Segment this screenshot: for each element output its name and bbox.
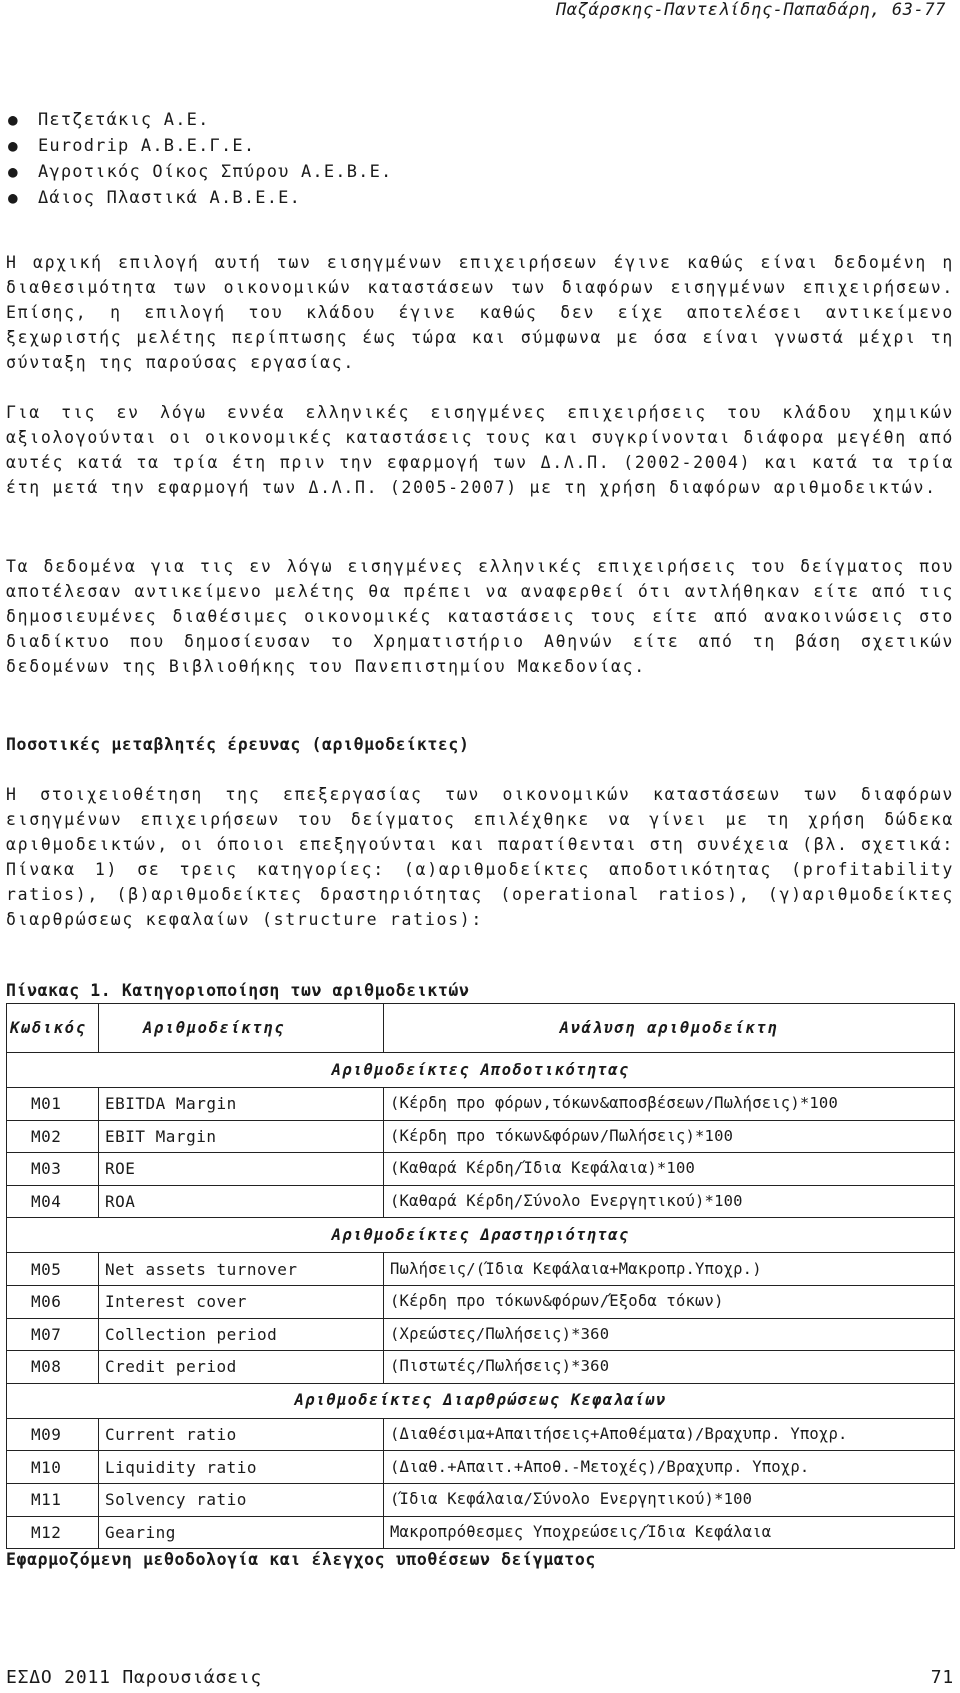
ratio-name: Current ratio xyxy=(99,1418,384,1451)
table-row xyxy=(7,1185,955,1218)
table-row xyxy=(7,1088,955,1121)
ratio-formula: (Πιστωτές/Πωλήσεις)*360 xyxy=(384,1351,955,1384)
table-row xyxy=(7,1351,955,1384)
paragraph-evaluation-period: Για τις εν λόγω εννέα ελληνικές εισηγμένες επιχειρήσεις του κλάδου χημικών αξιολογούνται οι οικονομικές καταστάσεις τους και συγκρίνονται διάφορα μεγέθη από αυτές κατά τα τρία έτη πριν την εφαρμογή των Δ.Λ.Π. (2002-2004) και κατά τα τρία έτη μετά την εφαρμογή των Δ.Λ.Π. (2005-2007) με τη χρήση διαφόρων αριθμοδεικτών. xyxy=(6,403,954,497)
ratio-code: M07 xyxy=(7,1318,99,1351)
footer-publication: ΕΣΔΟ 2011 Παρουσιάσεις xyxy=(6,1667,263,1688)
list-item: ● Eurodrip Α.Β.Ε.Γ.Ε. xyxy=(6,133,392,159)
ratio-formula: (Ίδια Κεφάλαια/Σύνολο Ενεργητικού)*100 xyxy=(384,1483,955,1516)
list-item: ● Πετζετάκις Α.Ε. xyxy=(6,107,392,133)
ratio-code: M10 xyxy=(7,1451,99,1484)
table-row xyxy=(7,1153,955,1186)
ratio-formula: (Κέρδη προ τόκων&φόρων/Έξοδα τόκων) xyxy=(384,1285,955,1318)
ratio-name: Credit period xyxy=(99,1351,384,1384)
table-row xyxy=(7,1120,955,1153)
table-row xyxy=(7,1285,955,1318)
page-number: 71 xyxy=(930,1667,954,1688)
ratio-name: Gearing xyxy=(99,1516,384,1549)
list-item: ● Δάιος Πλαστικά Α.Β.Ε.Ε. xyxy=(6,185,392,211)
ratio-code: M02 xyxy=(7,1120,99,1153)
ratio-name: EBIT Margin xyxy=(99,1120,384,1153)
category-row xyxy=(7,1383,955,1418)
ratio-code: M04 xyxy=(7,1185,99,1218)
company-list xyxy=(6,107,392,211)
category-label-capital-structure: Αριθμοδείκτες Διαρθρώσεως Κεφαλαίων xyxy=(7,1383,955,1418)
ratio-code: M08 xyxy=(7,1351,99,1384)
paragraph-ratio-categories: Η στοιχειοθέτηση της επεξεργασίας των οικονομικών καταστάσεων των διαφόρων εισηγμένων επιχειρήσεων του δείγματος επιλέχθηκε να γίνει με τη χρήση δώδεκα αριθμοδεικτών, οι όποιοι επεξηγούνται και παρατίθενται στη συνέχεια (βλ. σχετικά: Πίνακα 1) σε τρεις κατηγορίες: (α)αριθμοδείκτες αποδοτικότητας (profitability ratios), (β)αριθμοδείκτες δραστηριότητας (operational ratios), (γ)αριθμοδείκτες διαρθρώσεως κεφαλαίων (structure ratios): xyxy=(6,785,954,929)
ratio-formula: (Διαθ.+Απαιτ.+Αποθ.-Μετοχές)/Βραχυπρ. Υποχρ. xyxy=(384,1451,955,1484)
ratio-name: Collection period xyxy=(99,1318,384,1351)
table-row xyxy=(7,1253,955,1286)
ratio-code: M06 xyxy=(7,1285,99,1318)
ratio-code: M09 xyxy=(7,1418,99,1451)
ratio-name: EBITDA Margin xyxy=(99,1088,384,1121)
table-row xyxy=(7,1418,955,1451)
ratio-formula: Μακροπρόθεσμες Υποχρεώσεις/Ίδια Κεφάλαια xyxy=(384,1516,955,1549)
category-label-profitability: Αριθμοδείκτες Αποδοτικότητας xyxy=(7,1053,955,1088)
bullet-icon: ● xyxy=(8,136,19,155)
ratio-code: M11 xyxy=(7,1483,99,1516)
section-heading-variables: Ποσοτικές μεταβλητές έρευνας (αριθμοδείκτες) xyxy=(6,735,470,754)
category-row xyxy=(7,1218,955,1253)
ratio-name: ROA xyxy=(99,1185,384,1218)
column-header-analysis: Ανάλυση αριθμοδείκτη xyxy=(384,1004,955,1053)
bullet-icon: ● xyxy=(8,110,19,129)
table-row xyxy=(7,1451,955,1484)
ratio-formula: (Διαθέσιμα+Απαιτήσεις+Αποθέματα)/Βραχυπρ. Υποχρ. xyxy=(384,1418,955,1451)
list-item: ● Αγροτικός Οίκος Σπύρου Α.Ε.Β.Ε. xyxy=(6,159,392,185)
table-row xyxy=(7,1516,955,1549)
ratio-name: Interest cover xyxy=(99,1285,384,1318)
bullet-icon: ● xyxy=(8,188,19,207)
bullet-icon: ● xyxy=(8,162,19,181)
ratio-code: M12 xyxy=(7,1516,99,1549)
column-header-code: Κωδικός xyxy=(7,1004,99,1053)
ratio-name: ROE xyxy=(99,1153,384,1186)
running-header: Παζάρσκης-Παντελίδης-Παπαδάρη, 63-77 xyxy=(555,0,946,20)
ratio-formula: (Κέρδη προ τόκων&φόρων/Πωλήσεις)*100 xyxy=(384,1120,955,1153)
category-row xyxy=(7,1053,955,1088)
paragraph-data-sources: Τα δεδομένα για τις εν λόγω εισηγμένες ελληνικές επιχειρήσεις του δείγματος που αποτέλεσαν αντικείμενο μελέτης θα πρέπει να αναφερθεί ότι αντλήθηκαν είτε από τις δημοσιευμένες διαθέσιμες οικονομικές καταστάσεις τους είτε από ανακοινώσεις στο διαδίκτυο που δημοσίευσαν το Χρηματιστήριο Αθηνών είτε από τη βάση σχετικών δεδομένων της Βιβλιοθήκης του Πανεπιστημίου Μακεδονίας. xyxy=(6,557,954,676)
column-header-ratio: Αριθμοδείκτης xyxy=(99,1004,384,1053)
ratio-name: Solvency ratio xyxy=(99,1483,384,1516)
ratio-formula: (Χρεώστες/Πωλήσεις)*360 xyxy=(384,1318,955,1351)
paragraph-selection-rationale: Η αρχική επιλογή αυτή των εισηγμένων επιχειρήσεων έγινε καθώς είναι δεδομένη η διαθεσιμότητα των οικονομικών καταστάσεων των διαφόρων εισηγμένων επιχειρήσεων. Επίσης, η επιλογή του κλάδου έγινε καθώς δεν είχε αποτελέσει αντικείμενο ξεχωριστής μελέτης περίπτωσης έως τώρα και σύμφωνα με όσα είναι γνωστά μέχρι τη σύνταξη της παρούσας εργασίας. xyxy=(6,253,954,372)
section-heading-methodology: Εφαρμοζόμενη μεθοδολογία και έλεγχος υποθέσεων δείγματος xyxy=(6,1550,596,1569)
ratio-code: M03 xyxy=(7,1153,99,1186)
table-caption: Πίνακας 1. Κατηγοριοποίηση των αριθμοδεικτών xyxy=(6,981,470,1000)
ratio-formula: (Καθαρά Κέρδη/Σύνολο Ενεργητικού)*100 xyxy=(384,1185,955,1218)
table-row xyxy=(7,1483,955,1516)
ratio-code: M05 xyxy=(7,1253,99,1286)
table-row xyxy=(7,1318,955,1351)
table-header-row xyxy=(7,1004,955,1053)
ratio-name: Net assets turnover xyxy=(99,1253,384,1286)
category-label-activity: Αριθμοδείκτες Δραστηριότητας xyxy=(7,1218,955,1253)
ratio-formula: Πωλήσεις/(Ίδια Κεφάλαια+Μακροπρ.Υποχρ.) xyxy=(384,1253,955,1286)
ratios-table xyxy=(6,1003,955,1549)
ratio-formula: (Καθαρά Κέρδη/Ίδια Κεφάλαια)*100 xyxy=(384,1153,955,1186)
ratio-code: M01 xyxy=(7,1088,99,1121)
ratio-formula: (Κέρδη προ φόρων,τόκων&αποσβέσεων/Πωλήσεις)*100 xyxy=(384,1088,955,1121)
ratio-name: Liquidity ratio xyxy=(99,1451,384,1484)
